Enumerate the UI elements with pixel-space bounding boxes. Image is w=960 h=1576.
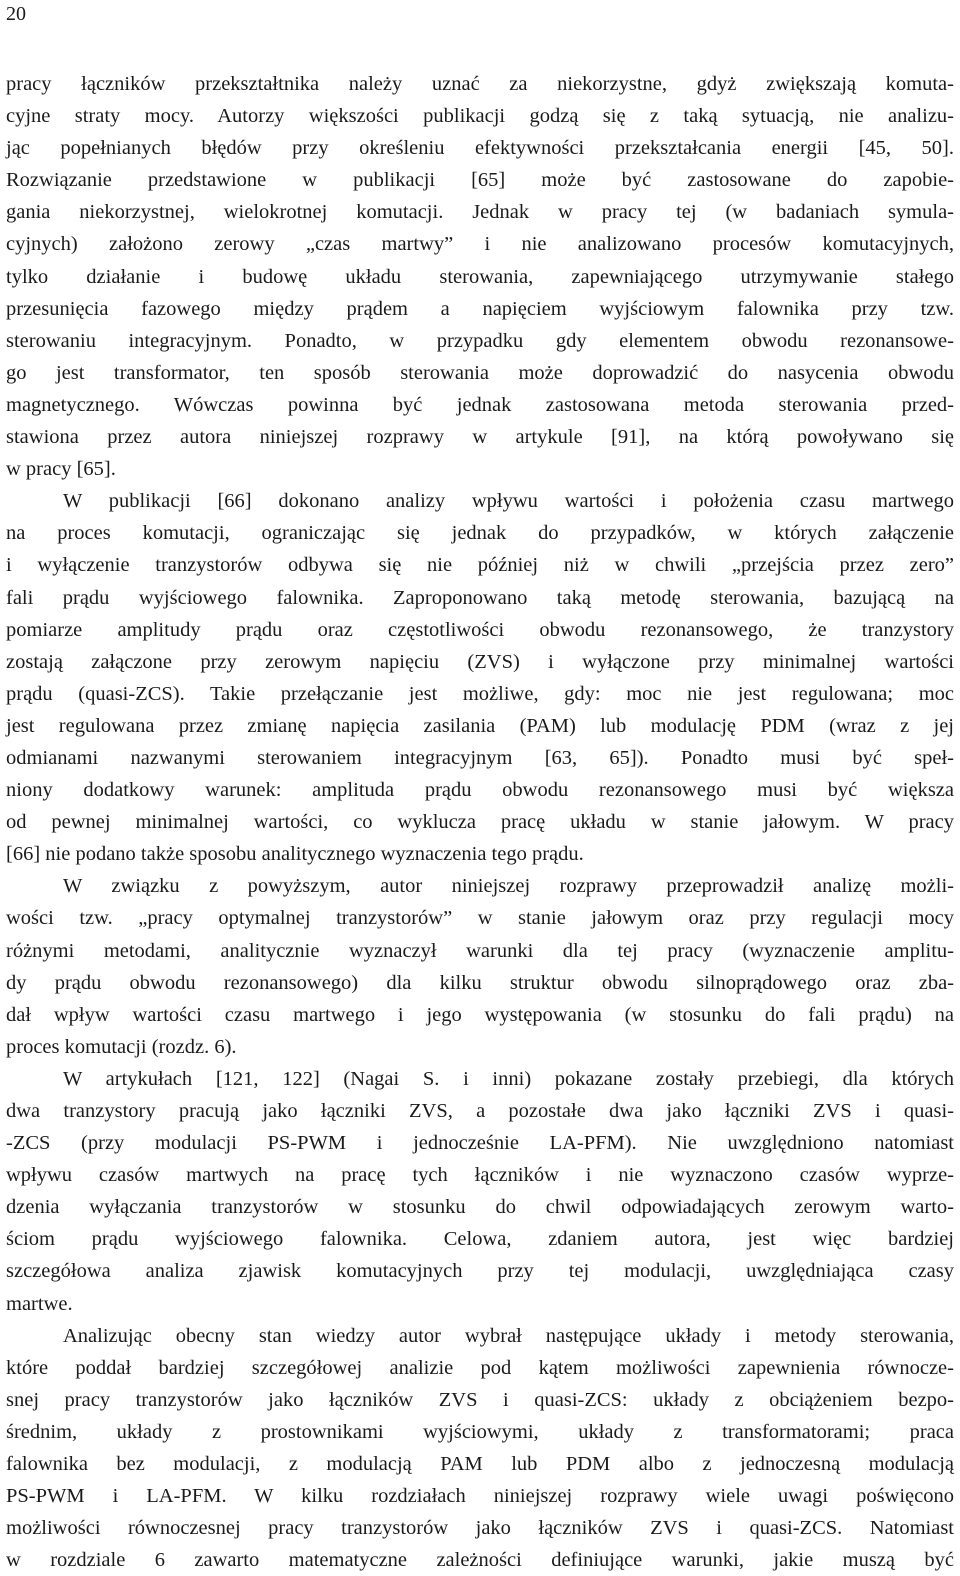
text-line: cyjne straty mocy. Autorzy większości publikacji godzą się z taką sytuacją, nie analizu- [6, 105, 954, 128]
paragraph [6, 870, 954, 1063]
text-line: dał wpływ wartości czasu martwego i jego występowania (w stosunku do fali prądu) na [6, 1003, 954, 1026]
text-line: szczegółowa analiza zjawisk komutacyjnych przy tej modulacji, uwzględniająca czasy [6, 1260, 954, 1283]
text-line: [66] nie podano także sposobu analitycznego wyznaczenia tego prądu. [6, 843, 584, 866]
text-line: go jest transformator, ten sposób sterowania może doprowadzić do nasycenia obwodu [6, 361, 954, 384]
document-body [6, 68, 954, 1576]
paragraph [6, 485, 954, 870]
text-line: pomiarze amplitudy prądu oraz częstotliwości obwodu rezonansowego, że tranzystory [6, 618, 954, 641]
text-line: średnim, układy z prostownikami wyjściowymi, układy z transformatorami; praca [6, 1420, 954, 1443]
text-line: odmianami nazwanymi sterowaniem integracyjnym [63, 65]). Ponadto musi być speł- [6, 746, 954, 769]
text-line: prądu (quasi-ZCS). Takie przełączanie jest możliwe, gdy: moc nie jest regulowana; moc [6, 682, 954, 705]
text-line: w pracy [65]. [6, 458, 116, 481]
text-line: pracy łączników przekształtnika należy uznać za niekorzystne, gdyż zwiększają komuta- [6, 73, 954, 95]
text-line: martwe. [6, 1292, 73, 1315]
text-line: -ZCS (przy modulacji PS-PWM i jednocześnie LA-PFM). Nie uwzględniono natomiast [6, 1132, 954, 1155]
text-line: stawiona przez autora niniejszej rozprawy w artykule [91], na którą powoływano się [6, 426, 954, 449]
text-line: dy prądu obwodu rezonansowego) dla kilku struktur obwodu silnoprądowego oraz zba- [6, 971, 954, 994]
text-line: od pewnej minimalnej wartości, co wyklucza pracę układu w stanie jałowym. W pracy [6, 811, 954, 834]
text-line: W związku z powyższym, autor niniejszej rozprawy przeprowadził analizę możli- [63, 875, 954, 898]
text-line: ściom prądu wyjściowego falownika. Celowa, zdaniem autora, jest więc bardziej [6, 1228, 954, 1251]
text-line: możliwości równoczesnej pracy tranzystorów jako łączników ZVS i quasi-ZCS. Natomiast [6, 1517, 954, 1540]
text-line: dzenia wyłączania tranzystorów w stosunku do chwil odpowiadających zerowym warto- [6, 1196, 954, 1219]
text-line: PS-PWM i LA-PFM. W kilku rozdziałach niniejszej rozprawy wiele uwagi poświęcono [6, 1485, 954, 1508]
text-line: falownika bez modulacji, z modulacją PAM lub PDM albo z jednoczesną modulacją [6, 1453, 954, 1476]
text-line: zostają załączone przy zerowym napięciu (ZVS) i wyłączone przy minimalnej wartości [6, 650, 954, 673]
text-line: fali prądu wyjściowego falownika. Zaproponowano taką metodę sterowania, bazującą na [6, 586, 954, 609]
text-line: sterowaniu integracyjnym. Ponadto, w przypadku gdy elementem obwodu rezonansowe- [6, 329, 954, 352]
text-line: magnetycznego. Wówczas powinna być jednak zastosowana metoda sterowania przed- [6, 393, 954, 416]
paragraph [6, 68, 954, 485]
text-line: wpływu czasów martwych na pracę tych łączników i nie wyznaczono czasów wyprze- [6, 1164, 954, 1187]
paragraph [6, 1063, 954, 1320]
text-line: snej pracy tranzystorów jako łączników ZVS i quasi-ZCS: układy z obciążeniem bezpo- [6, 1388, 954, 1411]
text-line: w rozdziale 6 zawarto matematyczne zależności definiujące warunki, jakie muszą być [6, 1549, 954, 1572]
text-line: przesunięcia fazowego między prądem a napięciem wyjściowym falownika przy tzw. [6, 297, 954, 320]
paragraph [6, 1320, 954, 1576]
text-line: Rozwiązanie przedstawione w publikacji [65] może być zastosowane do zapobie- [6, 169, 954, 192]
text-line: które poddał bardziej szczegółowej analizie pod kątem możliwości zapewnienia równocze- [6, 1356, 954, 1379]
text-line: wości tzw. „pracy optymalnej tranzystorów” w stanie jałowym oraz przy regulacji mocy [6, 907, 954, 930]
text-line: tylko działanie i budowę układu sterowania, zapewniającego utrzymywanie stałego [6, 265, 954, 288]
text-line: na proces komutacji, ograniczając się jednak do przypadków, w których załączenie [6, 522, 954, 545]
text-line: jest regulowana przez zmianę napięcia zasilania (PAM) lub modulację PDM (wraz z jej [6, 714, 954, 737]
text-line: gania niekorzystnej, wielokrotnej komutacji. Jednak w pracy tej (w badaniach symula- [6, 201, 954, 224]
text-line: proces komutacji (rozdz. 6). [6, 1035, 237, 1058]
text-line: jąc popełnianych błędów przy określeniu efektywności przekształcania energii [45, 50]. [6, 137, 954, 160]
page-number: 20 [6, 3, 26, 25]
text-line: dwa tranzystory pracują jako łączniki ZVS, a pozostałe dwa jako łączniki ZVS i quasi- [6, 1100, 954, 1122]
text-line: Analizując obecny stan wiedzy autor wybrał następujące układy i metody sterowania, [63, 1324, 954, 1347]
text-line: W artykułach [121, 122] (Nagai S. i inni) pokazane zostały przebiegi, dla których [63, 1067, 954, 1090]
text-line: różnymi metodami, analitycznie wyznaczył warunki dla tej pracy (wyznaczenie amplitu- [6, 939, 954, 962]
text-line: i wyłączenie tranzystorów odbywa się nie później niż w chwili „przejścia przez zero” [6, 554, 954, 577]
text-line: W publikacji [66] dokonano analizy wpływu wartości i położenia czasu martwego [63, 490, 954, 513]
text-line: niony dodatkowy warunek: amplituda prądu obwodu rezonansowego musi być większa [6, 779, 954, 802]
text-line: cyjnych) założono zerowy „czas martwy” i nie analizowano procesów komutacyjnych, [6, 233, 954, 256]
